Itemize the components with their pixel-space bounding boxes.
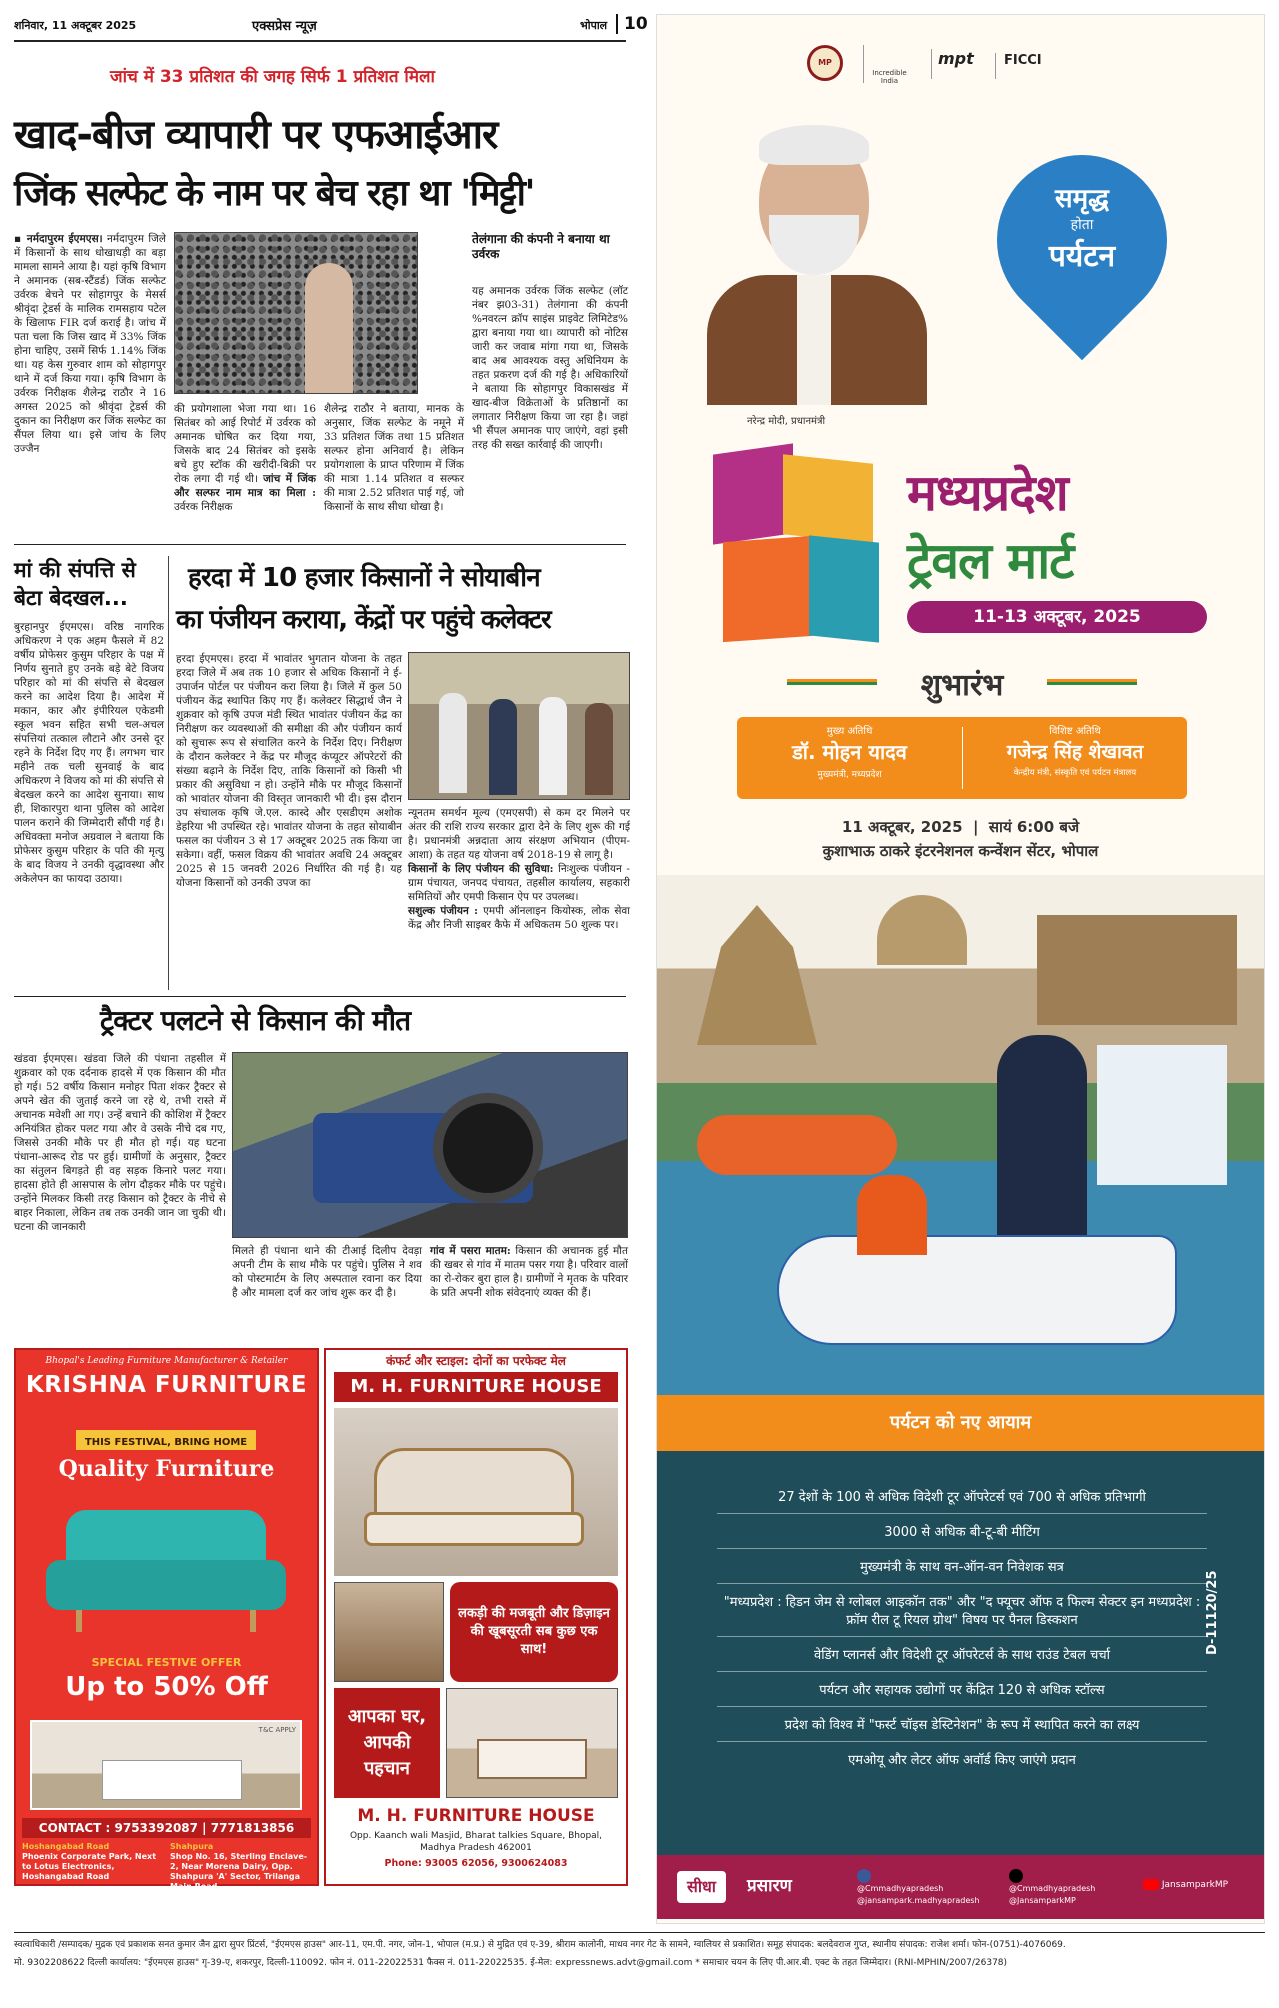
ad-krishna-furniture[interactable]	[14, 1348, 319, 1891]
social-facebook[interactable]	[857, 1869, 987, 1907]
pm-kurta	[797, 275, 831, 405]
aayam-point-1: 27 देशों के 100 से अधिक विदेशी टूर ऑपरेटर्स एवं 700 से अधिक प्रतिभागी	[717, 1479, 1207, 1514]
mh-dining-image	[334, 1582, 444, 1682]
special-guest	[963, 717, 1187, 799]
chief-label: मुख्य अतिथि	[826, 726, 873, 737]
mh-sofa-seat	[364, 1512, 584, 1546]
badge-line-3: पर्यटन	[1048, 239, 1116, 274]
krishna-location-2	[170, 1842, 312, 1892]
art-magenta	[713, 443, 793, 544]
mh-address: Opp. Kaanch wali Masjid, Bharat talkies Square, Bhopal, Madhya Pradesh 462001	[349, 1831, 603, 1853]
aayam-panel	[657, 1395, 1264, 1855]
shubharambh-left-flourish	[787, 679, 877, 685]
story1-side-head: तेलंगाना की कंपनी ने बनाया था उर्वरक	[472, 232, 610, 261]
story3-sub2-text: एमपी ऑनलाइन कियोस्क, लोक सेवा केंद्र और निजी साइबर कैफे में अधिकतम 50 शुल्क पर।	[408, 905, 630, 931]
header-masthead: एक्सप्रेस न्यूज़	[252, 19, 317, 34]
story1-dateline: ▪ नर्मदापुरम ईएमएस।	[14, 233, 103, 245]
krishna-festival-bar	[76, 1430, 256, 1450]
mh-phone[interactable]: Phone: 93005 62056, 9300624083	[384, 1858, 568, 1869]
pm-beard	[769, 215, 859, 275]
pm-hair	[759, 125, 869, 165]
mh-bedroom-image	[446, 1688, 618, 1798]
story4-photo-tractor	[232, 1052, 628, 1238]
temple-shape	[697, 905, 817, 1045]
logos-row	[807, 45, 1227, 85]
mh-bubble-text: लकड़ी की मजबूती और डिज़ाइन की खूबसूरती सब कुछ एक साथ!	[458, 1606, 610, 1657]
sofa-leg-left	[76, 1610, 82, 1632]
shubharambh-right-flourish	[1047, 679, 1137, 685]
art-orange	[723, 536, 813, 642]
story3-column-1: हरदा ईएमएस। हरदा में भावांतर भुगतान योजना के तहत हरदा जिले में अब तक 10 हजार से अधिक किसानों ने ई-उपार्जन पोर्टल पर पंजीयन करा लिया है। जिले में कुल 50 पंजीयन केंद्र स्थापित किए गए हैं। कलेक्टर सिद्धार्थ जैन ने शुक्रवार को कृषि उपज मंडी स्थित भावांतर पंजीयन केंद्र का निरीक्षण कर व्यवस्थाओं की समीक्षा की और पंजीयन कार्य को सुचारू रूप से संचालित करने के निर्देश दिए। निरीक्षण के दौरान कलेक्टर ने केंद्र पर मौजूद कंप्यूटर ऑपरेटरों की संख्या बढ़ाने के निर्देश दिए, ताकि किसानों को किसी भी प्रकार की असुविधा न हो। उन्होंने मौके पर मौजूद किसानों को भावांतर योजना की विस्तृत जानकारी भी दी। इस दौरान उप संचालक कृषि जे.एल. कास्दे और एसडीएम अशोक डेहरिया भी उपस्थित रहे। भावांतर योजना के तहत सोयाबीन फसल का पंजीयन 3 से 17 अक्टूबर 2025 तक किया जा सकेगा। वहीं, फसल विक्रय की भावांतर अवधि 24 अक्टूबर 2025 से 15 जनवरी 2026 निर्धारित की गई है। यह योजना किसानों को उनकी उपज का	[176, 653, 402, 889]
x-icon	[1009, 1869, 1023, 1883]
story2-headline: मां की संपत्ति से बेटा बेदखल...	[14, 558, 136, 610]
krishna-tc: T&C APPLY	[258, 1726, 296, 1734]
shubharambh: शुभारंभ	[920, 668, 1004, 703]
krishna-quality: Quality Furniture	[58, 1456, 275, 1482]
tourism-collage	[657, 875, 1264, 1395]
krishna-discount: Up to 50% Off	[65, 1672, 268, 1702]
social-x[interactable]	[1009, 1869, 1129, 1907]
story1-column-2	[174, 402, 316, 538]
header-page-number: 10	[616, 14, 648, 34]
story4-headline: ट्रैक्टर पलटने से किसान की मौत	[100, 1004, 411, 1037]
story4-column-2: मिलते ही पंधाना थाने की टीआई दिलीप देवड़ा अपनी टीम के साथ मौके पर पहुंचे। पुलिस ने शव को पोस्टमार्टम के लिए अस्पताल रवाना कर दिया है और मामला दर्ज कर जांच शुरू कर दी है।	[232, 1245, 422, 1299]
tractor-wheel	[433, 1093, 543, 1203]
waterfall-shape	[1097, 1045, 1227, 1185]
story1-col2-subtext: उर्वरक निरीक्षक	[174, 501, 233, 513]
mh-sofa-image	[334, 1408, 618, 1576]
mh-tagline: आपका घर, आपकी पहचान	[347, 1706, 427, 1779]
event-venue: कुशाभाऊ ठाकरे इंटरनेशनल कन्वेंशन सेंटर, भोपाल	[822, 842, 1099, 860]
pm-caption: नरेन्द्र मोदी, प्रधानमंत्री	[747, 416, 826, 427]
ad-code: D-11120/25	[1205, 1570, 1220, 1655]
art-teal	[809, 535, 879, 642]
chief-name: डॉ. मोहन यादव	[792, 740, 907, 764]
story2-text: बुरहानपुर ईएमएस। वरिष्ठ नागरिक अधिकरण ने एक अहम फैसले में 82 वर्षीय प्रोफेसर कुसुम परिहार के पक्ष में निर्णय सुनाते हुए उनके बड़े बेटे विजय परिहार को मां की संपत्ति से बेदखल करने का आदेश दिया है। आदेश में मकान, कार और इंपीरियल एकेडमी स्कूल भवन सहित सभी चल-अचल संपत्तियां तत्काल लौटाने और उनसे दूर रहने के निर्देश दिए गए हैं। लगभग चार महीने तक चली सुनवाई के बाद अधिकरण ने विजय को मां की संपत्ति से बेदखल करने का आदेश सुनाया। साथ ही, शिकारपुरा थाना पुलिस को आदेश पालन कराने की जिम्मेदारी सौंपी गई है। अधिवक्ता मनोज अग्रवाल ने बताया कि प्रोफेसर कुसुम परिहार के पति की मृत्यु के बाद विजय ने उनकी वृद्धावस्था और अकेलेपन का फायदा उठाया।	[14, 621, 164, 885]
event-time: 11 अक्टूबर, 2025 | सायं 6:00 बजे	[841, 818, 1080, 836]
footer-rule	[14, 1932, 1265, 1933]
mh-bed-shape	[477, 1739, 587, 1779]
bedroom-image	[30, 1720, 302, 1810]
social-handle-2: @jansampark.madhyapradesh	[857, 1896, 980, 1905]
header-city: भोपाल	[580, 19, 608, 32]
pm-portrait	[697, 115, 937, 405]
live-stream-bar[interactable]	[657, 1855, 1264, 1919]
art-yellow	[783, 454, 873, 543]
social-handle-3: @Cmmadhyapradesh	[1009, 1884, 1096, 1893]
aayam-point-4: "मध्यप्रदेश : हिडन जेम से ग्लोबल आइकॉन तक" और "द फ्यूचर ऑफ द फिल्म सेक्टर इन मध्यप्रदेश : फ्रॉम रील टू रियल ग्रोथ" विषय पर पैनल डिस्कशन	[717, 1584, 1207, 1637]
sofa-seat	[46, 1560, 286, 1610]
loc1-address: Phoenix Corporate Park, Next to Lotus Electronics, Hoshangabad Road	[22, 1852, 157, 1881]
ad-mp-travel-mart[interactable]	[656, 14, 1265, 1924]
loc1-title: Hoshangabad Road	[22, 1842, 110, 1851]
divider-2	[14, 996, 626, 997]
story4-col3-text: किसान की अचानक हुई मौत की खबर से गांव में मातम पसर गया है। परिवार वालों का रो-रोकर बुरा हाल है। ग्रामीणों ने मृतक के परिवार के प्रति अपनी शोक संवेदनाएं व्यक्त की हैं।	[430, 1245, 629, 1299]
story3-col2-text: न्यूनतम समर्थन मूल्य (एमएसपी) से कम दर मिलने पर अंतर की राशि राज्य सरकार द्वारा देने के लिए शुरू की गई है। प्रधानमंत्री अन्नदाता आय संरक्षण अभियान (पीएम-आशा) के तहत यह योजना वर्ष 2018-19 से लागू है।	[408, 807, 630, 861]
incredible-india-logo: Incredible India	[863, 45, 915, 83]
chief-guest	[737, 717, 962, 799]
krishna-location-1	[22, 1842, 162, 1882]
person-silhouette-4	[585, 703, 613, 795]
stupa-shape	[877, 895, 967, 965]
krishna-top-line: Bhopal's Leading Furniture Manufacturer & Retailer	[45, 1356, 288, 1366]
footer-line-2: मो. 9302208622 दिल्ली कार्यालय: "ईएमएस हाउस" गृ-39-ए, शकरपुर, दिल्ली-110092. फोन नं. 011-22022531 फैक्स नं. 011-22022535. ई-मेल: expressnews.advt@gmail.com * समाचार चयन के लिए पी.आर.बी. एक्ट के तहत जिम्मेदार। (RNI-MPHIN/2007/26378)	[14, 1958, 1008, 1968]
aayam-title-bar	[657, 1395, 1264, 1451]
mpt-logo: mpt	[931, 49, 981, 79]
aayam-point-3: मुख्यमंत्री के साथ वन-ऑन-वन निवेशक सत्र	[717, 1549, 1207, 1584]
aayam-point-7: प्रदेश को विश्व में "फर्स्ट चॉइस डेस्टिनेशन" के रूप में स्थापित करने का लक्ष्य	[717, 1707, 1207, 1742]
mh-bubble	[450, 1582, 618, 1682]
mart-title-2: ट्रेवल मार्ट	[907, 532, 1074, 590]
divider-1	[14, 544, 626, 545]
samriddh-text	[997, 179, 1167, 275]
mh-tagline-box	[334, 1688, 440, 1798]
social-handle-4: @JansamparkMP	[1009, 1896, 1076, 1905]
social-handle-5: JansamparkMP	[1161, 1880, 1229, 1890]
sidha-2: प्रसारण	[747, 1876, 792, 1896]
story1-photo-fertilizer	[174, 232, 418, 394]
person-silhouette-3	[539, 697, 567, 795]
special-name: गजेन्द्र सिंह शेखावत	[1006, 741, 1144, 763]
mp-govt-logo: MP	[807, 45, 843, 81]
footer-line-1: स्वत्वाधिकारी /सम्पादक/ मुद्रक एवं प्रकाशक सनत कुमार जैन द्वारा सुपर प्रिंटर्स, "ईएमएस हाउस" आर-11, एम.पी. नगर, जोन-1, भोपाल (म.प्र.) से मुद्रित एवं ए-39, श्रीराम कालोनी, माधव नगर गेट के सामने, ग्वालियर से प्रकाशित। समूह संपादक: बलदेवराज गुप्त, स्थानीय संपादक: राजेश शर्मा। फोन-(0751)-4076069.	[14, 1940, 1066, 1950]
sidha-label	[677, 1871, 726, 1903]
person-silhouette-1	[439, 693, 467, 793]
sidha-1: सीधा	[687, 1877, 716, 1896]
aayam-title: पर्यटन को नए आयाम	[889, 1412, 1032, 1433]
aayam-point-8: एमओयू और लेटर ऑफ अवॉर्ड किए जाएंगे प्रदान	[848, 1753, 1076, 1768]
mh-sofa-back	[374, 1448, 574, 1518]
krishna-contact[interactable]: CONTACT : 9753392087 | 7771813856	[22, 1818, 311, 1838]
mh-top-line: कंफर्ट और स्टाइल: दोनों का परफेक्ट मेल	[386, 1354, 566, 1368]
mh-brand: M. H. FURNITURE HOUSE	[350, 1376, 602, 1397]
finger-shape	[305, 263, 353, 393]
story1-headline-2: जिंक सल्फेट के नाम पर बेच रहा था 'मिट्टी'	[14, 173, 535, 214]
badge-line-2: होता	[1070, 217, 1094, 233]
story1-kicker: जांच में 33 प्रतिशत की जगह सिर्फ 1 प्रतिशत मिला	[110, 67, 435, 87]
mart-title-1: मध्यप्रदेश	[907, 464, 1068, 522]
mh-brand-bar	[334, 1372, 618, 1402]
story1-col1-text: नर्मदापुरम जिले में किसानों के साथ धोखाधड़ी का बड़ा मामला सामने आया है। यहां कृषि विभाग ने अमानक (सब-स्टैंडर्ड) जिंक सल्फेट उर्वरक बेचने पर सोहागपुर के मेसर्स श्रीवृंदा ट्रेडर्स के मालिक रामसहाय पटेल के खिलाफ FIR दर्ज कराई है। जांच में पता चला कि जिस खाद में 33% जिंक होना चाहिए, उसमें सिर्फ 1.14% जिंक था। यह केस गुरुवार शाम को सोहागपुर थाने में दर्ज किया गया। कृषि विभाग के उर्वरक निरीक्षक शैलेन्द्र राठौर ने 16 अगस्त 2025 को श्रीवृंदा ट्रेडर्स की दुकान का निरीक्षण कर जिंक सल्फेट का सैंपल लिया था। इसे जांच के लिए उज्जैन	[14, 233, 167, 455]
youtube-icon	[1143, 1879, 1159, 1890]
sofa-leg-right	[250, 1610, 256, 1632]
boat-rider	[857, 1175, 927, 1255]
mart-dates-bar	[907, 601, 1207, 633]
rafting-boat	[697, 1115, 897, 1175]
header-date: शनिवार, 11 अक्टूबर 2025	[14, 19, 137, 32]
story3-headline-2: का पंजीयन कराया, केंद्रों पर पहुंचे कलेक्टर	[176, 605, 551, 635]
story1-col2-text: की प्रयोगशाला भेजा गया था। 16 सितंबर को आई रिपोर्ट में उर्वरक को अमानक घोषित कर दिया गया, जिसके बाद 24 सितंबर को इसके बचे हुए स्टॉक की खरीदी-बिक्री पर रोक लगा दी गई थी।	[174, 403, 316, 485]
vertical-divider-story2	[168, 556, 169, 990]
story3-photo-collector	[408, 652, 630, 800]
sofa-image	[46, 1500, 286, 1650]
story3-column-2	[408, 806, 630, 990]
story3-headline-1: हरदा में 10 हजार किसानों ने सोयाबीन	[188, 563, 540, 593]
guest-box	[737, 717, 1187, 799]
story4-subhead: गांव में पसरा मातम:	[430, 1245, 511, 1257]
facebook-icon	[857, 1869, 871, 1883]
krishna-offer: SPECIAL FESTIVE OFFER	[91, 1656, 242, 1669]
story1-column-3: शैलेन्द्र राठौर ने बताया, मानक के अनुसार, जिंक सल्फेट के नमूने में 33 प्रतिशत जिंक तथा 15 प्रतिशत सल्फर होना अनिवार्य है। लेकिन प्रयोगशाला के प्राप्त परिणाम में जिंक की मात्रा 1.14 प्रतिशत व सल्फर की मात्रा 2.52 प्रतिशत पाई गई, जो किसानों के साथ सीधा धोखा है।	[324, 403, 464, 513]
story3-sub2: सशुल्क पंजीयन :	[408, 905, 479, 917]
krishna-festival: THIS FESTIVAL, BRING HOME	[84, 1437, 248, 1448]
aayam-point-5: वेडिंग प्लानर्स और विदेशी टूर ऑपरेटर्स के साथ राउंड टेबल चर्चा	[717, 1637, 1207, 1672]
story1-column-4: यह अमानक उर्वरक जिंक सल्फेट (लॉट नंबर झ03-31) तेलंगाना की कंपनी %नवरत्न क्रॉप साइंस प्राइवेट लिमिटेड% द्वारा बनाया गया था। व्यापारी को नोटिस जारी कर जवाब मांगा गया था, जिसके बाद अब आवश्यक वस्तु अधिनियम के तहत प्रकरण दर्ज की गई है। अधिकारियों ने बताया कि सोहागपुर विकासखंड में खाद-बीज विक्रेताओं के प्रतिष्ठानों का लगातार निरीक्षण किया जा रहा है। जहां भी सैंपल अमानक पाए जाएंगे, वहां इसी तरह की सख्त कार्रवाई की जाएगी।	[472, 285, 628, 451]
story1-column-1	[14, 232, 166, 538]
chief-role: मुख्यमंत्री, मध्यप्रदेश	[817, 770, 882, 780]
story4-column-1: खंडवा ईएमएस। खंडवा जिले की पंधाना तहसील में शुक्रवार को एक दर्दनाक हादसे में एक किसान की मौत हो गई। 52 वर्षीय किसान मनोहर पिता शंकर ट्रैक्टर से अपने खेत की जुताई करने जा रहे थे, तभी रास्ते में अचानक मवेशी आ गए। उन्हें बचाने की कोशिश में ट्रैक्टर अनियंत्रित होकर पलट गया और वे उसके नीचे दब गए, जिससे उनकी मौके पर ही मौत हो गई। यह घटना पंधाना-आरूद रोड पर हुई। ग्रामीणों के अनुसार, ट्रैक्टर का संतुलन बिगड़ते ही वह सड़क किनारे पलट गया। हादसा होते ही आसपास के लोग दौड़कर मौके पर पहुंचे। उन्होंने मिलकर किसी तरह किसान को ट्रैक्टर के नीचे से बाहर निकाला, लेकिन तब तक उनकी जान जा चुकी थी। घटना की जानकारी	[14, 1053, 226, 1233]
bed-shape	[102, 1760, 242, 1800]
aayam-points	[717, 1479, 1207, 1776]
speed-boat	[777, 1235, 1177, 1345]
fort-shape	[1037, 915, 1237, 1025]
page-header	[14, 14, 654, 38]
social-youtube[interactable]	[1143, 1879, 1263, 1890]
loc2-title: Shahpura	[170, 1842, 214, 1851]
ficci-logo: FICCI	[995, 53, 1055, 79]
story1-headline-1: खाद-बीज व्यापारी पर एफआईआर	[14, 112, 498, 158]
social-handle-1: @Cmmadhyapradesh	[857, 1884, 944, 1893]
person-silhouette-2	[489, 699, 517, 795]
story1-col2-subhead: जांच में जिंक और सल्फर नाम मात्र का मिला :	[174, 473, 316, 499]
ad-mh-furniture[interactable]	[324, 1348, 628, 1886]
header-rule	[14, 40, 626, 42]
cm-figure	[997, 1035, 1087, 1235]
special-label: विशिष्ट अतिथि	[1049, 726, 1101, 737]
story3-sub1-text: निःशुल्क पंजीयन - ग्राम पंचायत, जनपद पंचायत, तहसील कार्यालय, सहकारी समितियों और एमपी किसान ऐप पर उपलब्ध।	[408, 863, 630, 903]
mart-dates: 11-13 अक्टूबर, 2025	[973, 607, 1141, 627]
badge-line-1: समृद्ध	[1055, 184, 1109, 214]
story3-sub1: किसानों के लिए पंजीयन की सुविधा:	[408, 863, 554, 875]
special-role: केन्द्रीय मंत्री, संस्कृति एवं पर्यटन मंत्रालय	[1013, 768, 1137, 778]
loc2-address: Shop No. 16, Sterling Enclave-2, Near Morena Dairy, Opp. Shahpura 'A' Sector, Trilanga Main Road	[170, 1852, 308, 1891]
aayam-point-6: पर्यटन और सहायक उद्योगों पर केंद्रित 120 से अधिक स्टॉल्स	[717, 1672, 1207, 1707]
aayam-point-2: 3000 से अधिक बी-टू-बी मीटिंग	[717, 1514, 1207, 1549]
story4-column-3	[430, 1244, 628, 1324]
mh-brand-2: M. H. FURNITURE HOUSE	[357, 1806, 595, 1826]
krishna-brand: KRISHNA FURNITURE	[25, 1372, 308, 1398]
travel-mart-art	[713, 449, 883, 649]
